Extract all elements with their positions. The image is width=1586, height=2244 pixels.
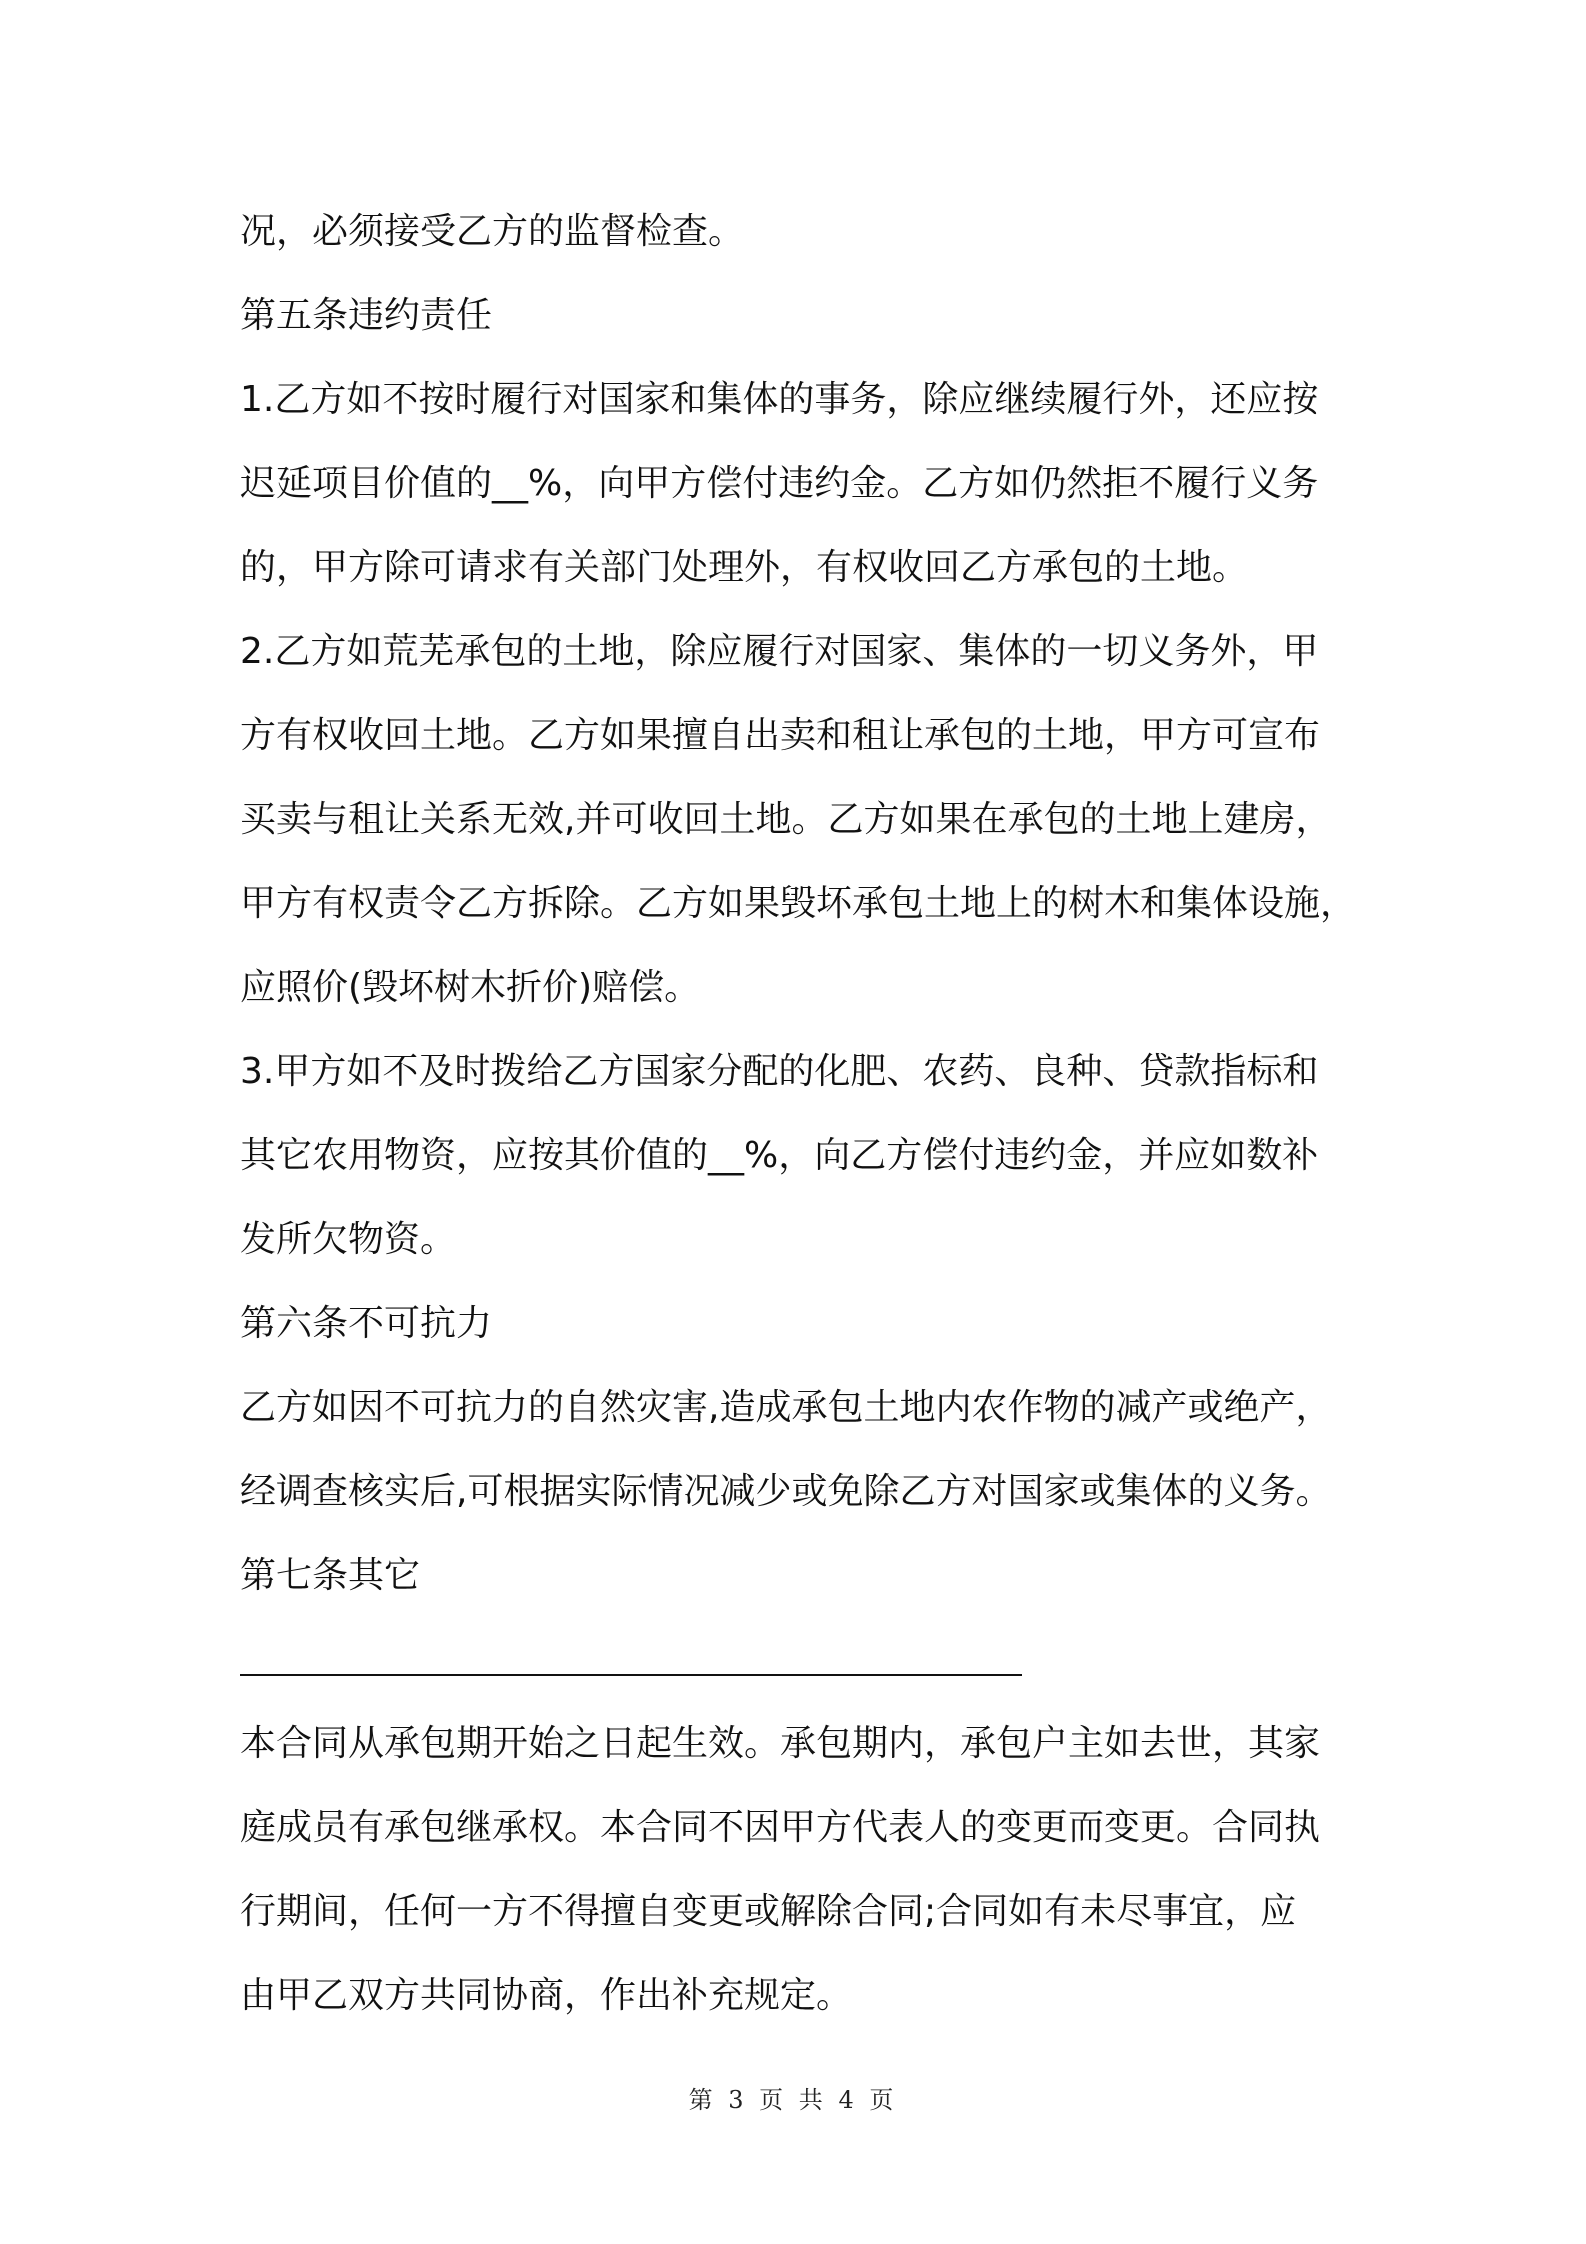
paragraph-line: 1.乙方如不按时履行对国家和集体的事务，除应继续履行外，还应按 [240, 379, 1319, 420]
paragraph-line: 行期间，任何一方不得擅自变更或解除合同;合同如有未尽事宜，应 [240, 1891, 1297, 1932]
section-heading-5: 第五条违约责任 [240, 295, 493, 336]
paragraph-line: 本合同从承包期开始之日起生效。承包期内，承包户主如去世，其家 [240, 1723, 1321, 1764]
paragraph-line: 乙方如因不可抗力的自然灾害,造成承包土地内农作物的减产或绝产， [240, 1387, 1332, 1428]
page-number: 第 3 页 共 4 页 [688, 2086, 898, 2114]
paragraph-line: 庭成员有承包继承权。本合同不因甲方代表人的变更而变更。合同执 [240, 1807, 1321, 1848]
paragraph-line: 况，必须接受乙方的监督检查。 [240, 211, 745, 252]
paragraph-line: 买卖与租让关系无效,并可收回土地。乙方如果在承包的土地上建房， [240, 799, 1332, 840]
section-heading-7: 第七条其它 [240, 1555, 421, 1596]
section-heading-6: 第六条不可抗力 [240, 1303, 493, 1344]
document-body [240, 190, 1370, 2038]
underline-rule [240, 1674, 1022, 1676]
paragraph-line: 应照价(毁坏树木折价)赔偿。 [240, 967, 701, 1008]
paragraph-line: 经调查核实后,可根据实际情况减少或免除乙方对国家或集体的义务。 [240, 1471, 1332, 1512]
paragraph-line: 其它农用物资，应按其价值的__%，向乙方偿付违约金，并应如数补 [240, 1135, 1319, 1176]
blank-fill-line [240, 1618, 1370, 1702]
paragraph-line: 甲方有权责令乙方拆除。乙方如果毁坏承包土地上的树木和集体设施， [240, 883, 1357, 924]
paragraph-line: 迟延项目价值的__%，向甲方偿付违约金。乙方如仍然拒不履行义务 [240, 463, 1319, 504]
paragraph-line: 发所欠物资。 [240, 1219, 457, 1260]
paragraph-line: 的，甲方除可请求有关部门处理外，有权收回乙方承包的土地。 [240, 547, 1249, 588]
paragraph-line: 3.甲方如不及时拨给乙方国家分配的化肥、农药、良种、贷款指标和 [240, 1051, 1319, 1092]
paragraph-line: 2.乙方如荒芜承包的土地，除应履行对国家、集体的一切义务外，甲 [240, 631, 1319, 672]
paragraph-line: 方有权收回土地。乙方如果擅自出卖和租让承包的土地，甲方可宣布 [240, 715, 1321, 756]
paragraph-line: 由甲乙双方共同协商，作出补充规定。 [240, 1975, 853, 2016]
